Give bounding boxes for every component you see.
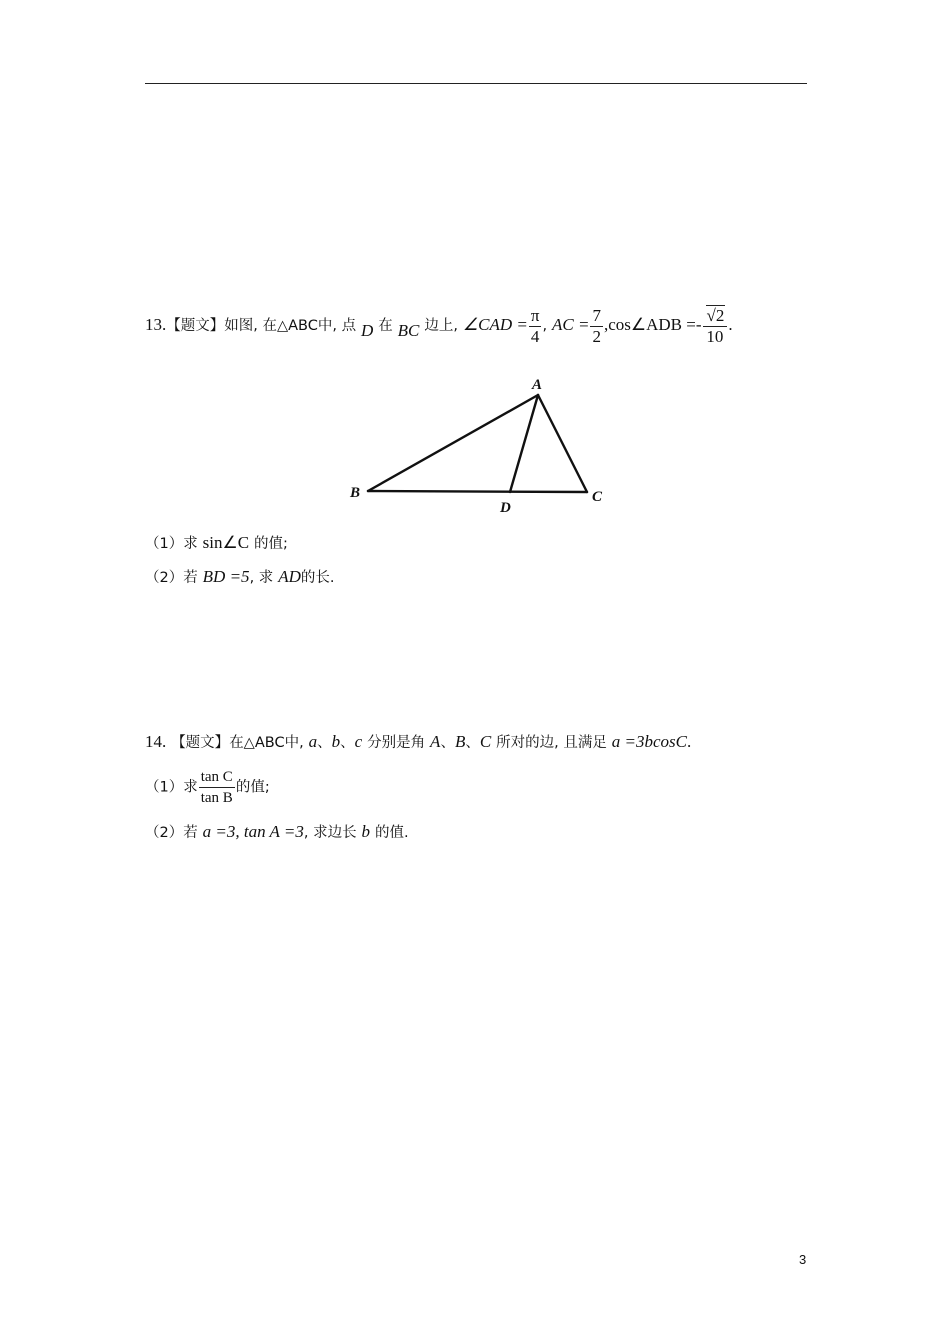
q14-part1-prefix: （1）求 bbox=[145, 779, 198, 796]
q14-part2 bbox=[145, 821, 409, 842]
q13-part1-math: sin∠C bbox=[202, 533, 250, 552]
q14-part2-suffix: 的值. bbox=[374, 825, 409, 841]
q14-statement bbox=[145, 731, 691, 752]
label-a: A bbox=[532, 377, 543, 393]
q13-angle-cad: ∠CAD = bbox=[462, 315, 528, 334]
separator: 、 bbox=[440, 735, 455, 751]
q13-statement bbox=[145, 305, 733, 347]
frac-numerator: tan C bbox=[199, 767, 235, 788]
q13-part1 bbox=[145, 532, 288, 553]
separator: 、 bbox=[340, 735, 355, 751]
q13-frac-pi-4 bbox=[529, 306, 542, 347]
q14-part1-suffix: 的值; bbox=[235, 779, 270, 796]
q13-part1-suffix: 的值; bbox=[254, 536, 288, 552]
label-b: B bbox=[350, 485, 361, 501]
q14-angle-c: C bbox=[479, 732, 492, 751]
q14-part2-prefix: （2）若 bbox=[145, 825, 198, 841]
q13-ac: AC = bbox=[552, 315, 590, 334]
q14-part1 bbox=[145, 767, 270, 808]
q14-period: . bbox=[687, 732, 692, 751]
q14-mid: 分别是角 bbox=[367, 735, 426, 751]
q13-part2-suffix: 的长. bbox=[300, 570, 335, 586]
separator: 、 bbox=[317, 735, 332, 751]
q14-part2-math: a =3, tan A =3 bbox=[202, 822, 304, 841]
q14-condition: a =3bcosC bbox=[611, 732, 687, 751]
q13-bc: BC bbox=[397, 321, 420, 340]
q13-zai: 在 bbox=[378, 318, 393, 334]
label-c: C bbox=[592, 489, 603, 505]
q14-part2-b: b bbox=[361, 822, 371, 841]
page-number: 3 bbox=[799, 1252, 807, 1267]
label-d: D bbox=[500, 500, 511, 516]
q14-tag: 【题文】 bbox=[171, 735, 230, 751]
frac-denominator: 2 bbox=[592, 326, 601, 346]
q13-edge: 边上, bbox=[424, 318, 458, 334]
frac-denominator: 4 bbox=[530, 326, 540, 346]
q14-mid2: 所对的边, 且满足 bbox=[496, 735, 607, 751]
q13-frac-7-2 bbox=[590, 306, 603, 347]
q13-part2 bbox=[145, 566, 335, 587]
q13-part2-mid: , 求 bbox=[249, 570, 274, 586]
q14-frac-tanc-tanb bbox=[199, 767, 235, 808]
q14-number: 14. bbox=[145, 732, 167, 751]
segment-ba bbox=[368, 395, 538, 491]
q13-comma: , bbox=[542, 318, 548, 334]
q14-angle-b: B bbox=[454, 732, 466, 751]
q13-part2-prefix: （2）若 bbox=[145, 570, 198, 586]
q14-intro: 在△ABC中, bbox=[229, 735, 304, 751]
frac-numerator bbox=[703, 305, 728, 327]
q13-period: . bbox=[728, 315, 733, 334]
q13-number: 13. bbox=[145, 315, 167, 334]
separator: 、 bbox=[465, 735, 480, 751]
q14-side-c: c bbox=[354, 732, 363, 751]
segment-bc bbox=[368, 491, 587, 492]
header-rule bbox=[145, 83, 807, 84]
frac-denominator: 10 bbox=[706, 327, 724, 346]
q13-cos-adb: ,cos∠ADB =- bbox=[603, 315, 702, 334]
triangle-figure bbox=[340, 370, 620, 520]
sqrt-two: √2 bbox=[706, 306, 725, 325]
q13-point-d: D bbox=[361, 321, 374, 340]
q13-frac-sqrt2-10 bbox=[703, 305, 728, 347]
q13-tag: 【题文】 bbox=[166, 318, 225, 334]
q13-part1-prefix: （1）求 bbox=[145, 536, 198, 552]
frac-numerator: 7 bbox=[592, 305, 601, 325]
frac-numerator: π bbox=[530, 305, 540, 325]
q13-part2-bd: BD =5 bbox=[202, 567, 250, 586]
q14-side-b: b bbox=[331, 732, 341, 751]
q13-intro: 如图, 在△ABC中, 点 bbox=[224, 318, 357, 334]
q14-part2-mid: , 求边长 bbox=[303, 825, 357, 841]
q14-side-a: a bbox=[308, 732, 318, 751]
segment-ac bbox=[538, 395, 587, 492]
q14-angle-a: A bbox=[430, 732, 441, 751]
frac-denominator: tan B bbox=[200, 790, 233, 806]
q13-part2-ad: AD bbox=[278, 567, 301, 586]
